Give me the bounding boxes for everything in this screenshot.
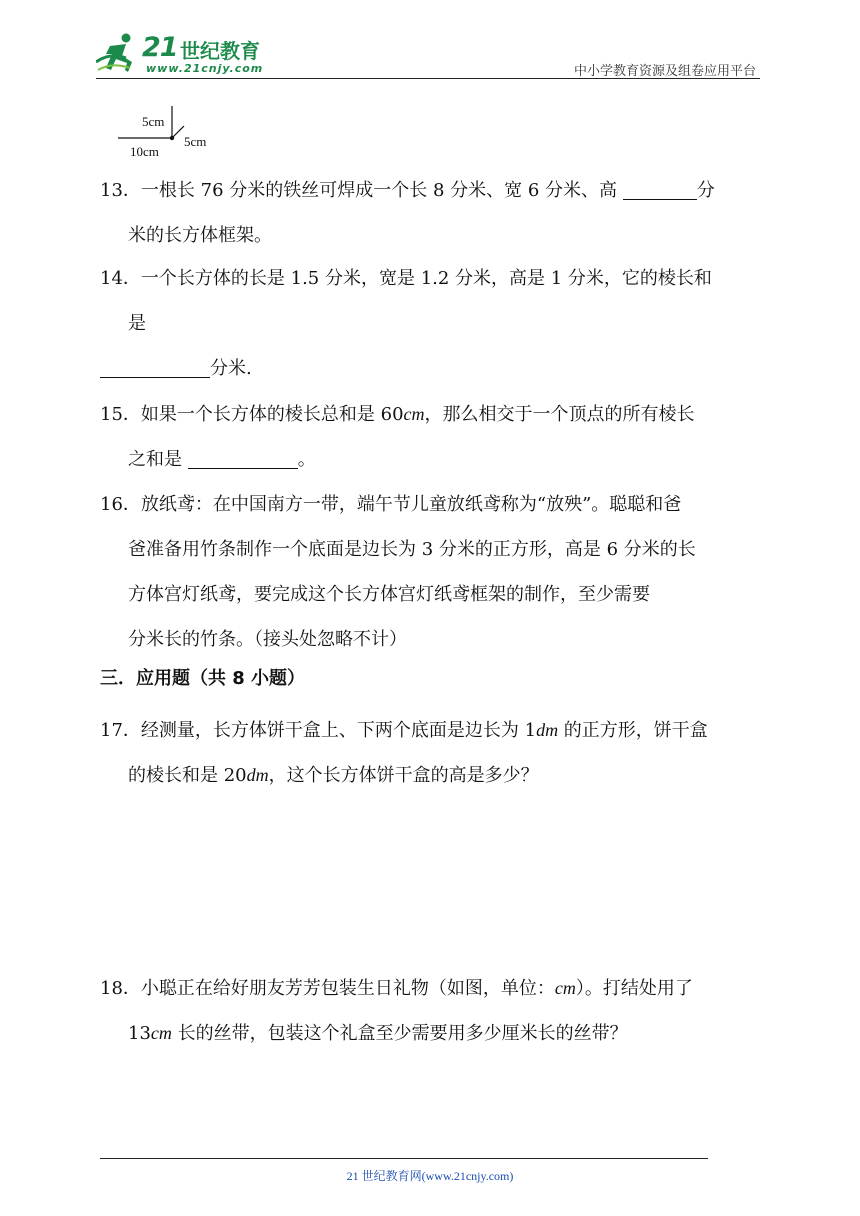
header-tagline: 中小学教育资源及组卷应用平台 <box>573 64 756 79</box>
q17-unit-1: dm <box>536 720 559 740</box>
question-17 <box>100 708 765 798</box>
q17-unit-2: dm <box>246 765 269 785</box>
question-16 <box>100 482 765 662</box>
question-18 <box>100 966 765 1056</box>
logo-text: 世纪教育 <box>180 39 260 63</box>
question-14 <box>100 256 765 391</box>
q14-answer-blank[interactable] <box>100 357 210 378</box>
q16-text-line4: 分米长的竹条。（接头处忽略不计） <box>128 629 407 650</box>
q17-text-b: 的正方形，饼干盒 <box>558 720 708 741</box>
label-width: 5cm <box>184 134 207 149</box>
q18-text-line2-b: 长的丝带，包装这个礼盒至少需要用多少厘米长的丝带？ <box>171 1023 628 1044</box>
cuboid-edge-figure <box>112 100 222 162</box>
q13-text-a: 13．一根长 76 分米的铁丝可焊成一个长 8 分米、宽 6 分米、高 <box>100 180 623 201</box>
label-height: 5cm <box>142 114 165 129</box>
q13-text-b: 分 <box>696 180 715 201</box>
q18-text-a: 18．小聪正在给好朋友芳芳包装生日礼物（如图，单位： <box>100 978 555 999</box>
q18-text-line2-a: 13 <box>128 1023 151 1044</box>
site-logo[interactable] <box>96 32 266 78</box>
q13-text-line2: 米的长方体框架。 <box>128 225 272 246</box>
q15-text-line2-a: 之和是 <box>128 449 188 470</box>
question-15 <box>100 392 765 482</box>
q15-text-b: ，那么相交于一个顶点的所有棱长 <box>424 404 695 425</box>
page-header <box>0 0 860 90</box>
q13-answer-blank[interactable] <box>623 179 697 200</box>
footer-link[interactable]: 21 世纪教育网(www.21cnjy.com) <box>346 1169 514 1183</box>
footer-divider <box>100 1158 708 1159</box>
q17-text-line2-b: ，这个长方体饼干盒的高是多少？ <box>268 765 539 786</box>
q16-text-line3: 方体宫灯纸鸢，要完成这个长方体宫灯纸鸢框架的制作，至少需要 <box>128 584 650 605</box>
q15-unit: cm <box>403 404 425 424</box>
question-13 <box>100 168 765 258</box>
q14-text-line1: 14．一个长方体的长是 1.5 分米，宽是 1.2 分米，高是 1 分米，它的棱长和 <box>100 268 712 289</box>
q14-text-line3: 分米. <box>210 358 252 379</box>
q18-text-b: ）。打结处用了 <box>575 978 693 999</box>
edge-diagram <box>112 100 222 162</box>
q18-unit-2: cm <box>150 1023 172 1043</box>
header-divider <box>96 78 760 79</box>
section-heading: 三．应用题（共 8 小题） <box>100 668 306 689</box>
q15-answer-blank[interactable] <box>188 448 298 469</box>
q17-text-a: 17．经测量，长方体饼干盒上、下两个底面是边长为 1 <box>100 720 537 741</box>
q15-text-line2-b: 。 <box>297 449 316 470</box>
q18-unit-1: cm <box>554 978 576 998</box>
label-length: 10cm <box>130 144 159 159</box>
logo-url: www.21cnjy.com <box>146 62 264 75</box>
runner-logo-icon <box>96 32 144 74</box>
q14-text-line2: 是 <box>128 313 146 334</box>
q16-text-line1: 16．放纸鸢：在中国南方一带，端午节儿童放纸鸢称为“放殃”。聪聪和爸 <box>100 494 682 515</box>
q15-text-a: 15．如果一个长方体的棱长总和是 60 <box>100 404 404 425</box>
q17-text-line2-a: 的棱长和是 20 <box>128 765 247 786</box>
logo-number: 21 <box>142 32 178 63</box>
q16-text-line2: 爸准备用竹条制作一个底面是边长为 3 分米的正方形，高是 6 分米的长 <box>128 539 696 560</box>
